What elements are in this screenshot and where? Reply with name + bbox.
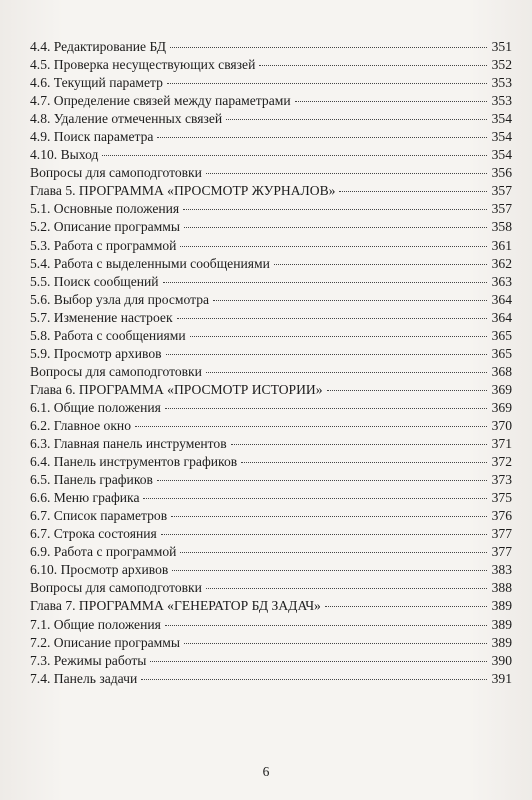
toc-entry-title: Глава 5. ПРОГРАММА «ПРОСМОТР ЖУРНАЛОВ» — [30, 183, 336, 199]
toc-entry-title: 6.5. Панель графиков — [30, 472, 153, 488]
toc-entry-page: 383 — [491, 562, 512, 578]
toc-entry-title: Вопросы для самоподготовки — [30, 580, 202, 596]
toc-entry — [30, 453, 512, 471]
toc-entry-page: 354 — [491, 111, 512, 127]
dot-leader — [190, 336, 487, 337]
toc-entry — [30, 110, 512, 128]
dot-leader — [172, 570, 487, 571]
toc-entry-title: Глава 6. ПРОГРАММА «ПРОСМОТР ИСТОРИИ» — [30, 381, 323, 397]
dot-leader — [167, 83, 487, 84]
dot-leader — [171, 516, 487, 517]
dot-leader — [206, 173, 487, 174]
toc-entry — [30, 291, 512, 309]
toc-entry-page: 368 — [491, 363, 512, 379]
toc-entry — [30, 471, 512, 489]
toc-entry — [30, 670, 512, 688]
toc-entry-page: 389 — [491, 634, 512, 650]
toc-entry-title: 6.1. Общие положения — [30, 399, 161, 415]
toc-entry-title: 4.7. Определение связей между параметрами — [30, 93, 291, 109]
toc-entry-page: 354 — [491, 147, 512, 163]
toc-entry-page: 391 — [491, 670, 512, 686]
toc-entry-title: Вопросы для самоподготовки — [30, 165, 202, 181]
toc-entry-page: 358 — [491, 219, 512, 235]
toc-entry — [30, 489, 512, 507]
toc-entry-page: 364 — [491, 309, 512, 325]
toc-entry — [30, 128, 512, 146]
toc-entry-title: 6.6. Меню графика — [30, 490, 140, 506]
dot-leader — [295, 101, 487, 102]
toc-entry-page: 388 — [491, 580, 512, 596]
toc-entry-page: 353 — [491, 75, 512, 91]
toc-entry — [30, 327, 512, 345]
dot-leader — [327, 390, 487, 391]
toc-entry-page: 363 — [491, 273, 512, 289]
toc-entry — [30, 74, 512, 92]
toc-entry — [30, 399, 512, 417]
dot-leader — [226, 119, 487, 120]
dot-leader — [170, 47, 487, 48]
dot-leader — [206, 372, 487, 373]
toc-entry-page: 377 — [491, 526, 512, 542]
toc-entry — [30, 218, 512, 236]
toc-entry — [30, 345, 512, 363]
dot-leader — [183, 209, 487, 210]
dot-leader — [180, 552, 487, 553]
toc-entry — [30, 634, 512, 652]
toc-entry — [30, 543, 512, 561]
dot-leader — [143, 498, 487, 499]
dot-leader — [157, 137, 487, 138]
dot-leader — [166, 354, 487, 355]
dot-leader — [206, 588, 487, 589]
toc-entry-title: 7.2. Описание программы — [30, 634, 180, 650]
toc-entry-page: 389 — [491, 616, 512, 632]
toc-entry — [30, 92, 512, 110]
toc-entry — [30, 597, 512, 615]
toc-entry-title: 6.10. Просмотр архивов — [30, 562, 169, 578]
toc-entry — [30, 255, 512, 273]
dot-leader — [135, 426, 487, 427]
toc-entry-page: 390 — [491, 652, 512, 668]
toc-entry-title: 4.10. Выход — [30, 147, 99, 163]
toc-entry-page: 364 — [491, 291, 512, 307]
dot-leader — [102, 155, 487, 156]
toc-entry-page: 352 — [491, 57, 512, 73]
toc-entry — [30, 507, 512, 525]
toc-entry-title: 4.6. Текущий параметр — [30, 75, 163, 91]
toc-entry — [30, 525, 512, 543]
toc-entry-page: 353 — [491, 93, 512, 109]
toc-entry — [30, 435, 512, 453]
toc-entry-title: 6.4. Панель инструментов графиков — [30, 454, 238, 470]
toc-entry-page: 375 — [491, 490, 512, 506]
table-of-contents — [30, 38, 512, 688]
toc-entry-title: 6.7. Список параметров — [30, 508, 168, 524]
toc-entry-page: 356 — [491, 165, 512, 181]
toc-entry — [30, 561, 512, 579]
toc-entry-page: 376 — [491, 508, 512, 524]
dot-leader — [141, 679, 487, 680]
dot-leader — [177, 318, 487, 319]
dot-leader — [184, 643, 487, 644]
toc-entry-page: 365 — [491, 327, 512, 343]
toc-entry-page: 371 — [491, 436, 512, 452]
toc-entry-page: 357 — [491, 183, 512, 199]
toc-entry-title: 4.8. Удаление отмеченных связей — [30, 111, 223, 127]
toc-entry — [30, 273, 512, 291]
toc-entry-title: 4.4. Редактирование БД — [30, 39, 167, 54]
dot-leader — [165, 408, 487, 409]
toc-entry-page: 362 — [491, 255, 512, 271]
toc-entry — [30, 237, 512, 255]
toc-entry-title: 6.9. Работа с программой — [30, 544, 177, 560]
toc-entry-title: 4.5. Проверка несуществующих связей — [30, 57, 256, 73]
toc-entry-title: 5.1. Основные положения — [30, 201, 180, 217]
toc-entry-page: 373 — [491, 472, 512, 488]
dot-leader — [150, 661, 487, 662]
dot-leader — [231, 444, 487, 445]
toc-entry — [30, 652, 512, 670]
dot-leader — [213, 300, 487, 301]
toc-entry-title: Глава 7. ПРОГРАММА «ГЕНЕРАТОР БД ЗАДАЧ» — [30, 598, 321, 614]
toc-entry — [30, 579, 512, 597]
toc-entry-page: 377 — [491, 544, 512, 560]
dot-leader — [339, 191, 487, 192]
toc-entry — [30, 381, 512, 399]
dot-leader — [163, 282, 487, 283]
toc-entry — [30, 363, 512, 381]
toc-entry-title: 5.2. Описание программы — [30, 219, 180, 235]
toc-entry-title: Вопросы для самоподготовки — [30, 363, 202, 379]
toc-entry-title: 5.4. Работа с выделенными сообщениями — [30, 255, 270, 271]
toc-entry — [30, 616, 512, 634]
dot-leader — [157, 480, 487, 481]
toc-entry-page: 389 — [491, 598, 512, 614]
dot-leader — [274, 264, 487, 265]
toc-entry — [30, 164, 512, 182]
toc-entry-page: 351 — [491, 39, 512, 54]
dot-leader — [325, 606, 487, 607]
dot-leader — [180, 246, 487, 247]
dot-leader — [241, 462, 487, 463]
toc-entry-title: 6.3. Главная панель инструментов — [30, 436, 227, 452]
toc-entry-title: 5.8. Работа с сообщениями — [30, 327, 186, 343]
toc-entry-title: 5.9. Просмотр архивов — [30, 345, 162, 361]
toc-entry-title: 6.7. Строка состояния — [30, 526, 157, 542]
toc-entry — [30, 56, 512, 74]
toc-entry — [30, 200, 512, 218]
dot-leader — [184, 227, 487, 228]
toc-entry-title: 4.9. Поиск параметра — [30, 129, 154, 145]
toc-entry — [30, 417, 512, 435]
toc-entry-page: 357 — [491, 201, 512, 217]
toc-entry-title: 6.2. Главное окно — [30, 417, 132, 433]
toc-entry-page: 369 — [491, 381, 512, 397]
toc-entry — [30, 309, 512, 327]
toc-entry — [30, 182, 512, 200]
toc-entry — [30, 38, 512, 56]
page-number: 6 — [262, 764, 270, 779]
toc-entry-page: 361 — [491, 237, 512, 253]
dot-leader — [165, 625, 487, 626]
toc-entry-page: 365 — [491, 345, 512, 361]
toc-entry-title: 5.5. Поиск сообщений — [30, 273, 159, 289]
toc-entry-title: 5.6. Выбор узла для просмотра — [30, 291, 210, 307]
toc-entry-page: 370 — [491, 417, 512, 433]
toc-entry-page: 354 — [491, 129, 512, 145]
toc-entry-page: 369 — [491, 399, 512, 415]
dot-leader — [259, 65, 487, 66]
toc-entry-title: 7.3. Режимы работы — [30, 652, 147, 668]
toc-entry-title: 5.7. Изменение настроек — [30, 309, 173, 325]
dot-leader — [161, 534, 487, 535]
toc-entry-title: 7.1. Общие положения — [30, 616, 161, 632]
toc-entry-title: 5.3. Работа с программой — [30, 237, 177, 253]
toc-entry — [30, 146, 512, 164]
toc-entry-title: 7.4. Панель задачи — [30, 670, 138, 686]
toc-entry-page: 372 — [491, 454, 512, 470]
